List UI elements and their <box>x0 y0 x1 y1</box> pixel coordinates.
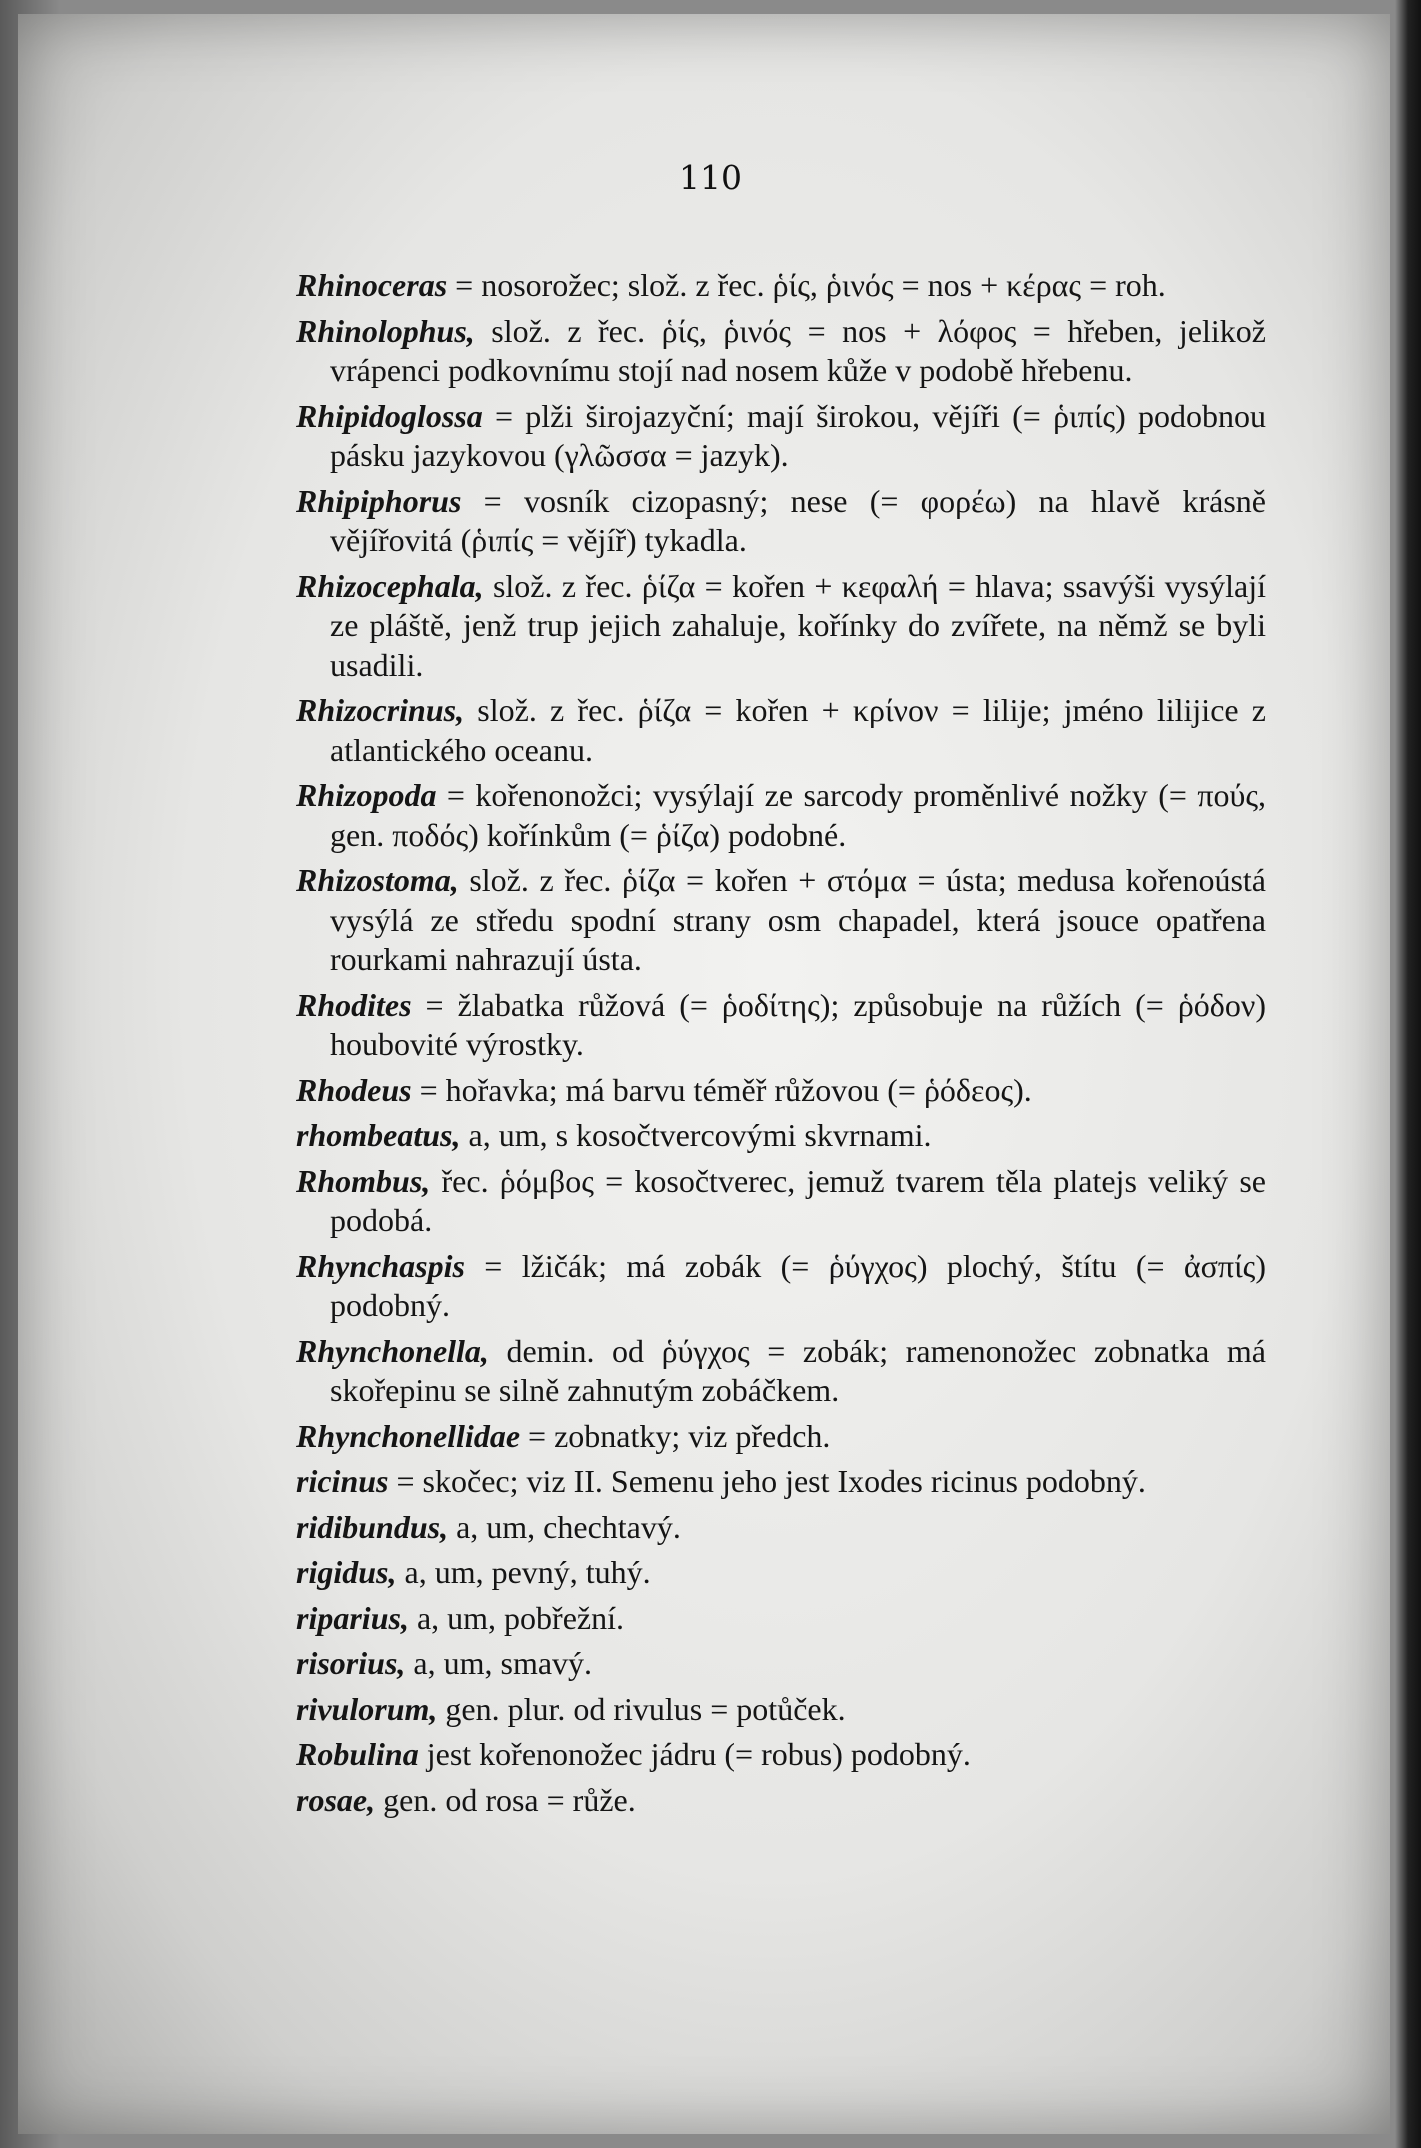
entry-definition: gen. od rosa = růže. <box>375 1781 636 1818</box>
glossary-entry <box>296 776 1266 855</box>
entry-term: Rhynchaspis <box>296 1247 465 1284</box>
glossary-entry <box>296 861 1266 980</box>
glossary-entry <box>296 1332 1266 1411</box>
glossary-entry <box>296 1781 1266 1821</box>
entry-definition: řec. ῥόμβος = kosočtverec, jemuž tvarem těla platejs veliký se podobá. <box>330 1162 1266 1238</box>
entry-term: ricinus <box>296 1463 389 1499</box>
entry-definition: slož. z řec. ῥίζα = kořen + κρίνον = lilije; jméno lilijice z atlantického oceanu. <box>330 692 1266 768</box>
glossary-entry <box>296 1417 1266 1457</box>
entry-term: Rhizocephala, <box>296 567 484 604</box>
glossary-entry <box>296 482 1266 561</box>
glossary-entry <box>296 1599 1266 1639</box>
glossary-entry <box>296 312 1266 391</box>
entry-definition: slož. z řec. ῥίζα = kořen + κεφαλή = hlava; ssavýši vysýlají ze pláště, jenž trup jejich zahaluje, kořínky do zvířete, na němž se byli usadili. <box>330 567 1266 683</box>
entry-term: rhombeatus, <box>296 1117 461 1153</box>
entry-term: Rhizocrinus, <box>296 692 465 728</box>
entry-definition: gen. plur. od rivulus = potůček. <box>437 1690 846 1727</box>
entry-definition: demin. od ῥύγχος = zobák; ramenonožec zobnatka má skořepinu se silně zahnutým zobáčkem. <box>330 1332 1266 1408</box>
entry-term: Rhynchonellidae <box>296 1417 521 1454</box>
glossary-entries <box>296 266 1266 1826</box>
entry-definition: = skočec; viz II. Semenu jeho jest Ixodes ricinus podobný. <box>388 1463 1146 1499</box>
entry-definition: slož. z řec. ῥίζα = kořen + στόμα = ústa; medusa kořenoústá vysýlá ze středu spodní strany osm chapadel, která jsouce opatřena rourkami nahrazují ústa. <box>330 862 1266 977</box>
entry-term: Rhodeus <box>296 1071 412 1108</box>
entry-term: risorius, <box>296 1645 406 1681</box>
entry-definition: a, um, smavý. <box>405 1645 593 1681</box>
entry-term: Rhipiphorus <box>296 482 462 519</box>
entry-definition: = plži širojazyční; mají širokou, vějíři (= ῥιπίς) podobnou pásku jazykovou (γλῶσσα = jazyk). <box>330 397 1266 473</box>
entry-term: Robulina <box>296 1736 419 1772</box>
entry-term: ridibundus, <box>296 1508 449 1545</box>
entry-term: rivulorum, <box>296 1690 438 1727</box>
entry-definition: a, um, chechtavý. <box>448 1508 681 1545</box>
glossary-entry <box>296 986 1266 1065</box>
entry-term: Rhombus, <box>296 1162 431 1199</box>
entry-definition: a, um, s kosočtvercovými skvrnami. <box>460 1117 932 1153</box>
page-number: 110 <box>679 158 742 197</box>
glossary-entry <box>296 1162 1266 1241</box>
glossary-entry <box>296 1116 1266 1156</box>
entry-definition: = žlabatka růžová (= ῥοδίτης); způsobuje na růžích (= ῥόδον) houbovité výrostky. <box>330 986 1266 1062</box>
entry-term: riparius, <box>296 1599 409 1636</box>
glossary-entry <box>296 1247 1266 1326</box>
entry-term: Rhinoceras <box>296 267 448 303</box>
entry-definition: jest kořenonožec jádru (= robus) podobný. <box>418 1736 971 1772</box>
glossary-entry <box>296 266 1266 306</box>
glossary-entry <box>296 1553 1266 1593</box>
entry-term: rosae, <box>296 1781 376 1818</box>
entry-definition: a, um, pobřežní. <box>408 1599 624 1636</box>
glossary-entry <box>296 1462 1266 1502</box>
entry-definition: slož. z řec. ῥίς, ῥινός = nos + λόφος = hřeben, jelikož vrápenci podkovnímu stojí nad nosem kůže v podobě hřebenu. <box>330 312 1266 388</box>
entry-term: Rhinolophus, <box>296 312 475 349</box>
entry-term: Rhynchonella, <box>296 1332 489 1369</box>
entry-definition: = lžičák; má zobák (= ῥύγχος) plochý, štítu (= ἀσπίς) podobný. <box>330 1247 1266 1323</box>
scan-right-edge <box>1395 0 1421 2148</box>
entry-definition: = zobnatky; viz předch. <box>520 1417 831 1454</box>
glossary-entry <box>296 1735 1266 1775</box>
entry-term: Rhipidoglossa <box>296 397 483 434</box>
entry-definition: = vosník cizopasný; nese (= φορέω) na hlavě krásně vějířovitá (ῥιπίς = vějíř) tykadla. <box>330 482 1266 558</box>
entry-term: Rhodites <box>296 986 412 1023</box>
glossary-entry <box>296 1690 1266 1730</box>
glossary-entry <box>296 1508 1266 1548</box>
entry-definition: = hořavka; má barvu téměř růžovou (= ῥόδεος). <box>411 1071 1032 1108</box>
glossary-entry <box>296 397 1266 476</box>
entry-definition: = nosorožec; slož. z řec. ῥίς, ῥινός = nos + κέρας = roh. <box>447 267 1166 303</box>
entry-definition: = kořenonožci; vysýlají ze sarcody proměnlivé nožky (= πούς, gen. ποδός) kořínkům (= ῥίζα) podobné. <box>330 777 1266 853</box>
entry-definition: a, um, pevný, tuhý. <box>396 1554 651 1590</box>
glossary-entry <box>296 1071 1266 1111</box>
entry-term: rigidus, <box>296 1554 397 1590</box>
entry-term: Rhizopoda <box>296 777 437 813</box>
glossary-entry <box>296 691 1266 770</box>
glossary-entry <box>296 1644 1266 1684</box>
glossary-entry <box>296 567 1266 686</box>
entry-term: Rhizostoma, <box>296 862 459 898</box>
